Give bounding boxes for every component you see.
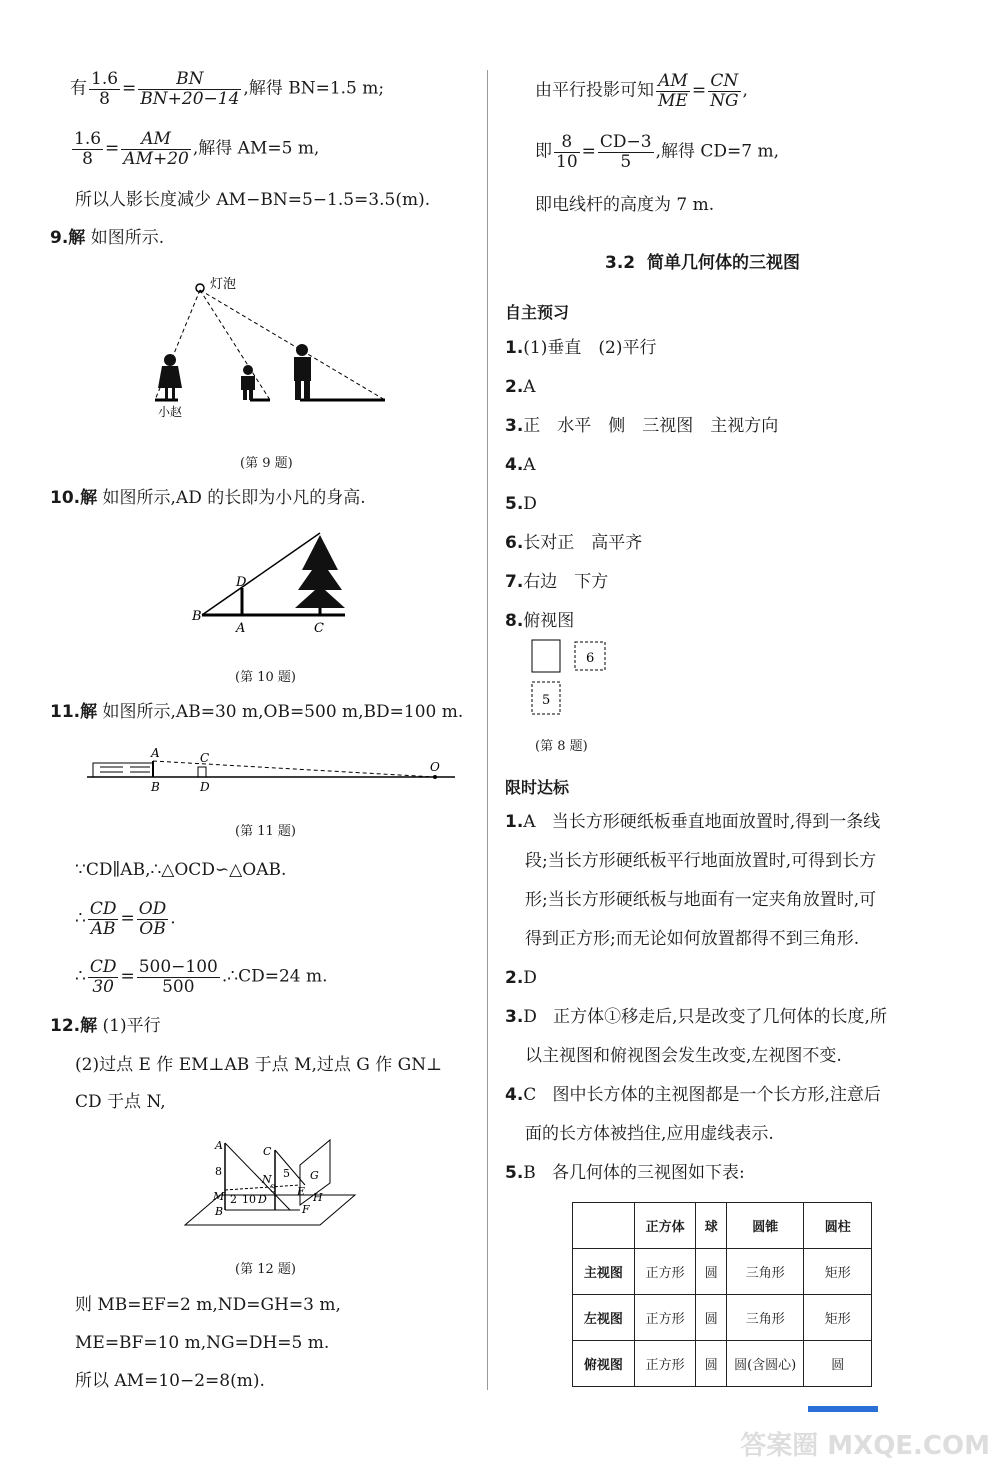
preview-answer-item: 4.A [505, 455, 536, 475]
fig8-caption: (第 8 题) [535, 739, 588, 754]
t1-line-3: 形;当长方形硬纸板与地面有一定夹角放置时,可 [525, 890, 877, 910]
preview-answer-item: 5.D [505, 494, 537, 514]
t4-line-1: 4.C 图中长方体的主视图都是一个长方形,注意后 [505, 1085, 881, 1105]
preview-answer-item: 6.长对正 高平齐 [505, 533, 643, 553]
fig12-label-D: D [258, 1193, 267, 1206]
t1-line-4: 得到正方形;而无论如何放置都得不到三角形. [525, 929, 860, 949]
q9-heading: 9.解 如图所示. [50, 228, 165, 248]
figure-10 [190, 530, 370, 640]
table-cell: 三角形 [726, 1249, 803, 1295]
figure-11 [85, 745, 455, 795]
left-line-1: 有 $\frac{1.6}{8}$ = $\frac{BN}{BN+20-14}$ ,解得 BN=1.5 m; [70, 69, 385, 109]
q11-line-3: ∴ $\frac{CD}{30}$ = $\frac{500-100}{500}$ .∴CD=24 m. [75, 957, 328, 997]
table-cell: 左视图 [573, 1295, 635, 1341]
table-cell: 正方形 [634, 1295, 696, 1341]
watermark: 答案圈 MXQE.COM [740, 1431, 990, 1461]
column-divider [487, 70, 488, 1390]
table-row [573, 1295, 872, 1341]
right-line-3: 即电线杆的高度为 7 m. [535, 195, 715, 215]
fig12-label-C: C [263, 1145, 272, 1158]
fig12-label-N: N [262, 1173, 272, 1186]
t3-line-1: 3.D 正方体①移走后,只是改变了几何体的长度,所 [505, 1007, 887, 1027]
fraction: $\frac{500-100}{500}$ [138, 957, 218, 997]
table-cell [573, 1203, 635, 1249]
table-cell: 圆 [696, 1295, 727, 1341]
q10-heading: 10.解 如图所示,AD 的长即为小凡的身高. [50, 488, 366, 508]
fraction: $\frac{AM}{ME}$ [658, 71, 688, 111]
fig12-label-M: M [213, 1190, 225, 1203]
watermark-bar [808, 1406, 878, 1412]
fig12-label-2: 2 [230, 1193, 237, 1206]
table-cell: 俯视图 [573, 1341, 635, 1387]
right-line-1: 由平行投影可知 $\frac{AM}{ME}$ = $\frac{CN}{NG}$ , [535, 71, 748, 111]
q11-line-2: ∴ $\frac{CD}{AB}$ = $\frac{OD}{OB}$ . [75, 899, 176, 939]
preview-answer-item: 8.俯视图 [505, 611, 575, 631]
section-heading: 3.2 简单几何体的三视图 [605, 253, 800, 273]
fraction: $\frac{CN}{NG}$ [710, 71, 739, 111]
fig12-label-G: G [310, 1169, 319, 1182]
fig12-label-B: B [215, 1205, 224, 1218]
fig10-label-A: A [236, 621, 246, 636]
preview-answer-item: 1.(1)垂直 (2)平行 [505, 338, 657, 358]
fig9-caption: (第 9 题) [240, 456, 293, 471]
fraction: $\frac{8}{10}$ [556, 132, 578, 172]
fig12-label-8: 8 [215, 1165, 222, 1178]
table-cell: 圆锥 [726, 1203, 803, 1249]
table-cell: 矩形 [804, 1249, 872, 1295]
figure-8 [530, 638, 620, 718]
fraction: $\frac{CD-3}{5}$ [599, 132, 652, 172]
fraction: $\frac{CD}{AB}$ [89, 899, 117, 939]
table-cell: 圆 [804, 1341, 872, 1387]
fig9-bulb-label: 灯泡 [210, 277, 237, 292]
fig11-caption: (第 11 题) [235, 824, 296, 839]
fig9-person-label: 小赵 [158, 405, 183, 419]
fig11-label-O: O [430, 760, 440, 774]
t1-line-2: 段;当长方形硬纸板平行地面放置时,可得到长方 [525, 851, 877, 871]
preview-answer-item: 3.正 水平 侧 三视图 主视方向 [505, 416, 779, 436]
preview-answer-item: 2.A [505, 377, 536, 397]
table-row [573, 1341, 872, 1387]
fig12-label-A: A [215, 1139, 223, 1152]
q12-para-b: CD 于点 N, [75, 1092, 166, 1112]
table-cell: 球 [696, 1203, 727, 1249]
three-view-table [572, 1202, 872, 1387]
fraction: $\frac{1.6}{8}$ [74, 129, 102, 169]
fraction: $\frac{OD}{OB}$ [138, 899, 167, 939]
fig10-caption: (第 10 题) [235, 670, 296, 685]
table-cell: 正方体 [634, 1203, 696, 1249]
fraction: $\frac{1.6}{8}$ [91, 69, 119, 109]
q12-line-3: 所以 AM=10−2=8(m). [75, 1371, 265, 1391]
fig12-label-10: 10 [242, 1193, 256, 1206]
fraction: $\frac{BN}{BN+20-14}$ [140, 69, 240, 109]
t1-line-1: 1.A 当长方形硬纸板垂直地面放置时,得到一条线 [505, 812, 881, 832]
table-cell: 圆柱 [804, 1203, 872, 1249]
person-boy-icon [241, 365, 255, 400]
figure-9 [130, 270, 470, 420]
fig8-label-5: 5 [542, 693, 551, 708]
table-header-row [573, 1203, 872, 1249]
subheading-timed: 限时达标 [505, 778, 570, 797]
table-cell: 圆 [696, 1341, 727, 1387]
fraction: $\frac{AM}{AM+20}$ [123, 129, 189, 169]
preview-answer-item: 7.右边 下方 [505, 572, 609, 592]
fig11-label-A: A [151, 746, 160, 760]
t2-line: 2.D [505, 968, 537, 988]
t5-line: 5.B 各几何体的三视图如下表: [505, 1163, 745, 1183]
fig11-label-B: B [151, 780, 160, 794]
table-cell: 矩形 [804, 1295, 872, 1341]
fig12-label-3: 3 [270, 1184, 277, 1195]
table-cell: 三角形 [726, 1295, 803, 1341]
fig10-label-D: D [236, 575, 247, 590]
table-cell: 正方形 [634, 1341, 696, 1387]
fig12-label-H: H [313, 1191, 323, 1204]
table-cell: 正方形 [634, 1249, 696, 1295]
q11-heading: 11.解 如图所示,AB=30 m,OB=500 m,BD=100 m. [50, 702, 464, 722]
q12-line-2: ME=BF=10 m,NG=DH=5 m. [75, 1333, 330, 1353]
person-man-icon [294, 344, 311, 400]
q12-line-1: 则 MB=EF=2 m,ND=GH=3 m, [75, 1295, 341, 1315]
left-line-3: 所以人影长度减少 AM−BN=5−1.5=3.5(m). [75, 190, 431, 210]
person-girl-icon [158, 354, 182, 400]
table-cell: 圆(含圆心) [726, 1341, 803, 1387]
q11-line-1: ∵CD∥AB,∴△OCD∽△OAB. [75, 860, 287, 880]
subheading-preview: 自主预习 [505, 303, 570, 322]
fig10-label-C: C [314, 621, 324, 636]
fig10-label-B: B [192, 609, 202, 624]
figure-12 [180, 1135, 370, 1230]
left-line-2: $\frac{1.6}{8}$ = $\frac{AM}{AM+20}$ ,解得 AM=5 m, [74, 129, 320, 169]
right-line-2: 即 $\frac{8}{10}$ = $\frac{CD-3}{5}$ ,解得 CD=7 m, [535, 132, 780, 172]
fig12-label-E: E [297, 1185, 306, 1198]
fraction: $\frac{CD}{30}$ [89, 957, 117, 997]
table-row [573, 1249, 872, 1295]
fig8-label-6: 6 [586, 651, 595, 666]
fig11-label-D: D [200, 780, 210, 794]
fig12-caption: (第 12 题) [235, 1262, 296, 1277]
table-cell: 主视图 [573, 1249, 635, 1295]
q12-heading: 12.解 (1)平行 [50, 1016, 161, 1036]
q12-para-a: (2)过点 E 作 EM⊥AB 于点 M,过点 G 作 GN⊥ [75, 1055, 443, 1075]
t3-line-2: 以主视图和俯视图会发生改变,左视图不变. [525, 1046, 842, 1066]
t4-line-2: 面的长方体被挡住,应用虚线表示. [525, 1124, 774, 1144]
fig12-label-5: 5 [283, 1167, 290, 1180]
fig11-label-C: C [200, 751, 210, 765]
fig12-label-F: F [302, 1203, 310, 1216]
table-cell: 圆 [696, 1249, 727, 1295]
